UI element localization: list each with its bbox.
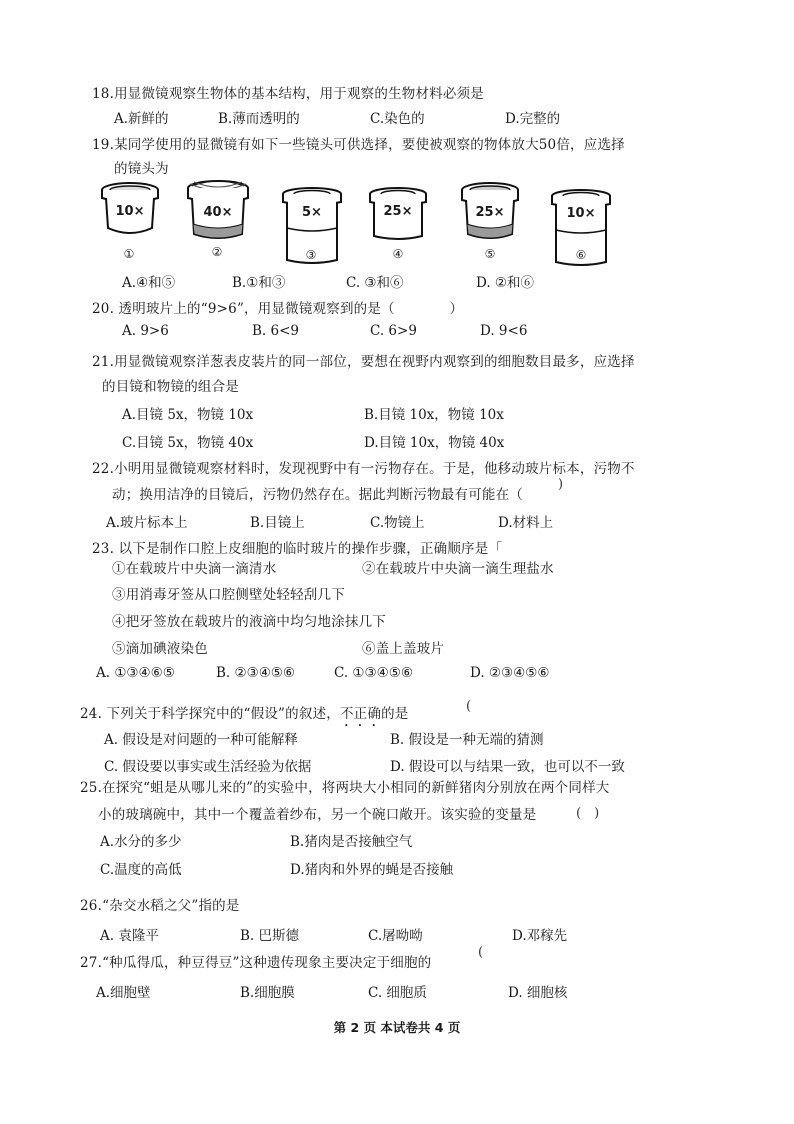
q25-answer-paren[interactable]: ( ) bbox=[576, 806, 600, 821]
q24-options-row2 bbox=[0, 755, 794, 775]
lens-6-magnification: 10× bbox=[566, 206, 596, 221]
q22-option-b[interactable]: B.目镜上 bbox=[250, 515, 305, 531]
q23-step-2: ②在载玻片中央滴一滴生理盐水 bbox=[362, 561, 554, 577]
lens-2-magnification: 40× bbox=[203, 205, 233, 220]
q20-option-d[interactable]: D. 9<6 bbox=[480, 323, 528, 339]
q22-option-c[interactable]: C.物镜上 bbox=[370, 515, 425, 531]
q27-stem: 27.“种瓜得瓜，种豆得豆”这种遗传现象主要决定于细胞的 bbox=[80, 955, 432, 971]
q22-option-d[interactable]: D.材料上 bbox=[498, 515, 554, 531]
q20-option-c[interactable]: C. 6>9 bbox=[370, 323, 417, 339]
lens-6-number: ⑥ bbox=[575, 248, 587, 262]
q25-stem-line2: 小的玻璃碗中，其中一个覆盖着纱布，另一个碗口敞开。该实验的变量是 bbox=[98, 807, 537, 823]
lens-1-magnification: 10× bbox=[115, 204, 145, 219]
lens-3-number: ③ bbox=[305, 248, 317, 262]
q23-step-6: ⑥盖上盖玻片 bbox=[362, 641, 445, 657]
q23-option-d[interactable]: D. ②③④⑤⑥ bbox=[470, 665, 550, 681]
q24-options-row1 bbox=[0, 728, 794, 748]
q27-options bbox=[0, 981, 794, 1001]
lens-4-number: ④ bbox=[392, 247, 404, 261]
q23-stem: 23. 以下是制作口腔上皮细胞的临时玻片的操作步骤，正确顺序是「 bbox=[92, 541, 503, 557]
q22-stem-line2: 动；换用洁净的目镜后，污物仍然存在。据此判断污物最有可能在（ bbox=[112, 487, 523, 503]
lens-1-number: ① bbox=[123, 247, 135, 261]
lens-1[interactable] bbox=[100, 180, 160, 242]
q21-stem-line1: 21.用显微镜观察洋葱表皮装片的同一部位，要想在视野内观察到的细胞数目最多，应选择 bbox=[92, 354, 635, 370]
q20-option-a[interactable]: A. 9>6 bbox=[122, 323, 169, 339]
q24-option-b[interactable]: B. 假设是一种无端的猜测 bbox=[390, 732, 544, 748]
q20-stem: 20. 透明玻片上的“9>6”，用显微镜观察到的是（ ） bbox=[92, 301, 464, 317]
q25-options-row1 bbox=[0, 830, 794, 850]
lens-5[interactable] bbox=[460, 180, 520, 244]
q21-option-d[interactable]: D.目镜 10x，物镜 40x bbox=[364, 435, 505, 451]
q19-option-b[interactable]: B.①和③ bbox=[232, 275, 286, 291]
q20-options bbox=[0, 323, 794, 343]
q23-option-c[interactable]: C. ①③④⑤⑥ bbox=[334, 665, 413, 681]
q23-option-b[interactable]: B. ②③④⑤⑥ bbox=[216, 665, 296, 681]
q25-options-row2 bbox=[0, 858, 794, 878]
lens-3-magnification: 5× bbox=[302, 205, 322, 220]
q19-stem-line1: 19.某同学使用的显微镜有如下一些镜头可供选择，要使被观察的物体放大50倍，应选择 bbox=[92, 137, 625, 153]
q19-options bbox=[0, 271, 794, 291]
q19-option-a[interactable]: A.④和⑤ bbox=[122, 275, 176, 291]
q20-option-b[interactable]: B. 6<9 bbox=[252, 323, 299, 339]
lens-4-magnification: 25× bbox=[383, 204, 413, 219]
q18-option-d[interactable]: D.完整的 bbox=[505, 111, 561, 127]
q23-step-5: ⑤滴加碘液染色 bbox=[112, 641, 208, 657]
q25-stem-line1: 25.在探究“蛆是从哪儿来的”的实验中，将两块大小相同的新鲜猪肉分别放在两个同样大 bbox=[80, 780, 610, 796]
q26-option-c[interactable]: C.屠呦呦 bbox=[368, 928, 423, 944]
q26-options bbox=[0, 924, 794, 944]
q19-stem-line2: 的镜头为 bbox=[114, 161, 169, 177]
q21-option-c[interactable]: C.目镜 5x，物镜 40x bbox=[122, 435, 254, 451]
q21-option-b[interactable]: B.目镜 10x，物镜 10x bbox=[364, 407, 504, 423]
q26-stem: 26.“杂交水稻之父”指的是 bbox=[80, 898, 240, 914]
lens-2-number: ② bbox=[211, 245, 223, 259]
q25-option-b[interactable]: B.猪肉是否接触空气 bbox=[290, 834, 413, 850]
q22-options bbox=[0, 511, 794, 531]
q24-option-c[interactable]: C. 假设要以事实或生活经验为依据 bbox=[104, 759, 312, 775]
q24-option-d[interactable]: D. 假设可以与结果一致，也可以不一致 bbox=[390, 759, 625, 775]
q21-option-a[interactable]: A.目镜 5x，物镜 10x bbox=[122, 407, 254, 423]
lens-5-magnification: 25× bbox=[475, 205, 505, 220]
q27-option-d[interactable]: D. 细胞核 bbox=[508, 985, 568, 1001]
q26-option-a[interactable]: A. 袁隆平 bbox=[100, 928, 159, 944]
q24-stem-part1: 24. 下列关于科学探究中的“假设”的叙述， bbox=[80, 706, 340, 722]
q24-option-a[interactable]: A. 假设是对问题的一种可能解释 bbox=[104, 732, 298, 748]
q24-stem-emphasis: 不正确 bbox=[339, 706, 382, 722]
q23-step-1: ①在载玻片中央滴一滴清水 bbox=[112, 561, 277, 577]
q25-option-a[interactable]: A.水分的多少 bbox=[100, 834, 182, 850]
q18-option-b[interactable]: B.薄而透明的 bbox=[218, 111, 300, 127]
q24-stem bbox=[80, 702, 408, 730]
lens-4[interactable] bbox=[368, 186, 428, 244]
q23-options bbox=[0, 665, 794, 685]
q26-option-b[interactable]: B. 巴斯德 bbox=[240, 928, 300, 944]
lens-2[interactable] bbox=[186, 178, 250, 244]
q23-step-3: ③用消毒牙签从口腔侧壁处轻轻刮几下 bbox=[112, 587, 345, 603]
q26-option-d[interactable]: D.邓稼先 bbox=[512, 928, 568, 944]
q24-stem-part2: 的是 bbox=[381, 706, 409, 722]
q27-answer-paren[interactable]: ( bbox=[478, 945, 484, 960]
q22-stem-line1: 22.小明用显微镜观察材料时，发现视野中有一污物存在。于是，他移动玻片标本，污物不 bbox=[92, 461, 635, 477]
q22-option-a[interactable]: A.玻片标本上 bbox=[106, 515, 188, 531]
q24-answer-paren[interactable]: ( bbox=[466, 699, 472, 714]
q18-option-c[interactable]: C.染色的 bbox=[370, 111, 425, 127]
lens-5-number: ⑤ bbox=[484, 247, 496, 261]
q27-option-a[interactable]: A.细胞壁 bbox=[96, 985, 151, 1001]
q19-option-c[interactable]: C. ③和⑥ bbox=[346, 275, 404, 291]
page-footer: 第 2 页 本试卷共 4 页 bbox=[333, 1020, 461, 1035]
q27-option-c[interactable]: C. 细胞质 bbox=[368, 985, 427, 1001]
q19-option-d[interactable]: D. ②和⑥ bbox=[476, 275, 535, 291]
q25-option-d[interactable]: D.猪肉和外界的蝇是否接触 bbox=[290, 862, 454, 878]
q18-stem: 18.用显微镜观察生物体的基本结构，用于观察的生物材料必须是 bbox=[92, 86, 484, 102]
q25-option-c[interactable]: C.温度的高低 bbox=[100, 862, 182, 878]
q27-option-b[interactable]: B.细胞膜 bbox=[240, 985, 295, 1001]
q21-options-row2 bbox=[0, 431, 794, 451]
q21-stem-line2: 的目镜和物镜的组合是 bbox=[102, 379, 239, 395]
q21-options-row1 bbox=[0, 403, 794, 423]
q18-options bbox=[0, 107, 794, 127]
q18-option-a[interactable]: A.新鲜的 bbox=[114, 111, 169, 127]
q23-step-4: ④把牙签放在载玻片的液滴中均匀地涂抹几下 bbox=[112, 614, 386, 630]
q22-answer-paren[interactable]: ) bbox=[558, 477, 564, 492]
q23-option-a[interactable]: A. ①③④⑥⑤ bbox=[96, 665, 175, 681]
